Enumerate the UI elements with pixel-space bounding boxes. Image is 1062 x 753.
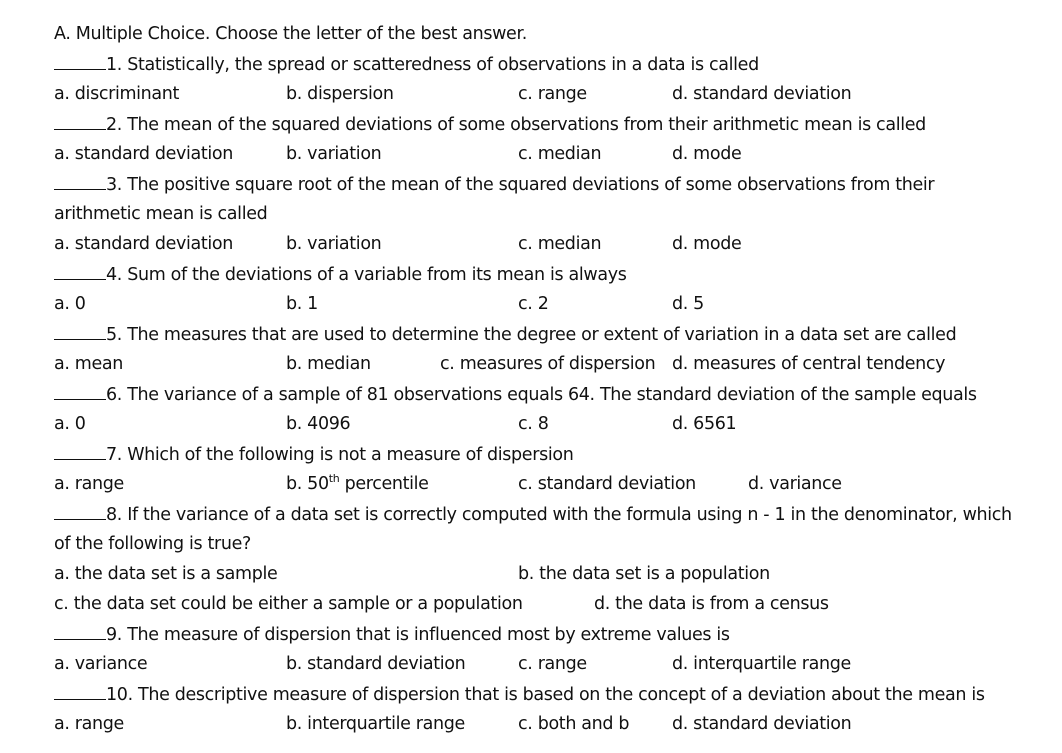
option-d: d. standard deviation	[672, 714, 852, 734]
answer-blank[interactable]	[54, 324, 106, 340]
question-stem: 6. The variance of a sample of 81 observations equals 64. The standard deviation of the sample equals	[106, 385, 977, 405]
option-a: a. standard deviation	[54, 144, 234, 164]
question-stem-continued: arithmetic mean is called	[54, 204, 268, 224]
answer-blank[interactable]	[54, 504, 106, 520]
option-d: d. standard deviation	[672, 84, 852, 104]
option-c: c. range	[518, 654, 587, 674]
option-a: a. standard deviation	[54, 234, 234, 254]
option-a: a. 0	[54, 414, 86, 434]
option-b: b. variation	[286, 144, 382, 164]
option-b: b. the data set is a population	[518, 564, 770, 584]
question-4	[54, 264, 627, 285]
option-d: d. measures of central tendency	[672, 354, 946, 374]
answer-blank[interactable]	[54, 624, 106, 640]
answer-blank[interactable]	[54, 684, 106, 700]
answer-blank[interactable]	[54, 444, 106, 460]
answer-blank[interactable]	[54, 114, 106, 130]
question-stem: 2. The mean of the squared deviations of some observations from their arithmetic mean is called	[106, 115, 926, 135]
option-a: a. range	[54, 714, 124, 734]
question-stem: 5. The measures that are used to determine the degree or extent of variation in a data set are called	[106, 325, 957, 345]
question-8	[54, 504, 1012, 525]
answer-blank[interactable]	[54, 174, 106, 190]
question-2	[54, 114, 926, 135]
option-b	[286, 474, 429, 494]
option-a: a. mean	[54, 354, 124, 374]
option-b: b. 4096	[286, 414, 351, 434]
option-b: b. dispersion	[286, 84, 394, 104]
question-stem: 3. The positive square root of the mean of the squared deviations of some observations from their	[106, 175, 935, 195]
option-b: b. interquartile range	[286, 714, 465, 734]
question-1	[54, 54, 759, 75]
option-d: d. interquartile range	[672, 654, 851, 674]
answer-blank[interactable]	[54, 264, 106, 280]
option-c: c. measures of dispersion	[440, 354, 656, 374]
question-stem: 9. The measure of dispersion that is influenced most by extreme values is	[106, 625, 730, 645]
option-c: c. median	[518, 144, 602, 164]
instructions: A. Multiple Choice. Choose the letter of the best answer.	[54, 24, 527, 44]
option-c: c. standard deviation	[518, 474, 696, 494]
option-c: c. range	[518, 84, 587, 104]
option-b: b. median	[286, 354, 371, 374]
question-stem: 1. Statistically, the spread or scatteredness of observations in a data is called	[106, 55, 759, 75]
question-6	[54, 384, 977, 405]
question-5	[54, 324, 956, 345]
question-10	[54, 684, 985, 705]
question-stem: 7. Which of the following is not a measure of dispersion	[106, 445, 574, 465]
option-b: b. standard deviation	[286, 654, 466, 674]
option-a: a. discriminant	[54, 84, 180, 104]
question-stem: 4. Sum of the deviations of a variable from its mean is always	[106, 265, 627, 285]
option-d: d. 6561	[672, 414, 737, 434]
option-d: d. mode	[672, 234, 742, 254]
option-d: d. the data is from a census	[594, 594, 829, 614]
answer-blank[interactable]	[54, 384, 106, 400]
question-stem-continued: of the following is true?	[54, 534, 251, 554]
option-b-text: b. 50	[286, 474, 329, 494]
option-c: c. both and b	[518, 714, 630, 734]
option-b-superscript: th	[328, 472, 340, 486]
option-c: c. 8	[518, 414, 549, 434]
option-a: a. 0	[54, 294, 86, 314]
option-d: d. variance	[748, 474, 842, 494]
option-c: c. the data set could be either a sample or a population	[54, 594, 523, 614]
answer-blank[interactable]	[54, 54, 106, 70]
option-c: c. median	[518, 234, 602, 254]
option-d: d. 5	[672, 294, 704, 314]
option-b-text-rest: percentile	[339, 474, 429, 494]
option-a: a. the data set is a sample	[54, 564, 278, 584]
option-c: c. 2	[518, 294, 549, 314]
option-a: a. range	[54, 474, 124, 494]
option-d: d. mode	[672, 144, 742, 164]
option-b: b. 1	[286, 294, 318, 314]
question-3	[54, 174, 934, 195]
question-9	[54, 624, 730, 645]
question-7	[54, 444, 573, 465]
option-a: a. variance	[54, 654, 148, 674]
question-stem: 8. If the variance of a data set is correctly computed with the formula using n - 1 in the denominator, which	[106, 505, 1012, 525]
question-stem: 10. The descriptive measure of dispersion that is based on the concept of a deviation about the mean is	[106, 685, 985, 705]
option-b: b. variation	[286, 234, 382, 254]
